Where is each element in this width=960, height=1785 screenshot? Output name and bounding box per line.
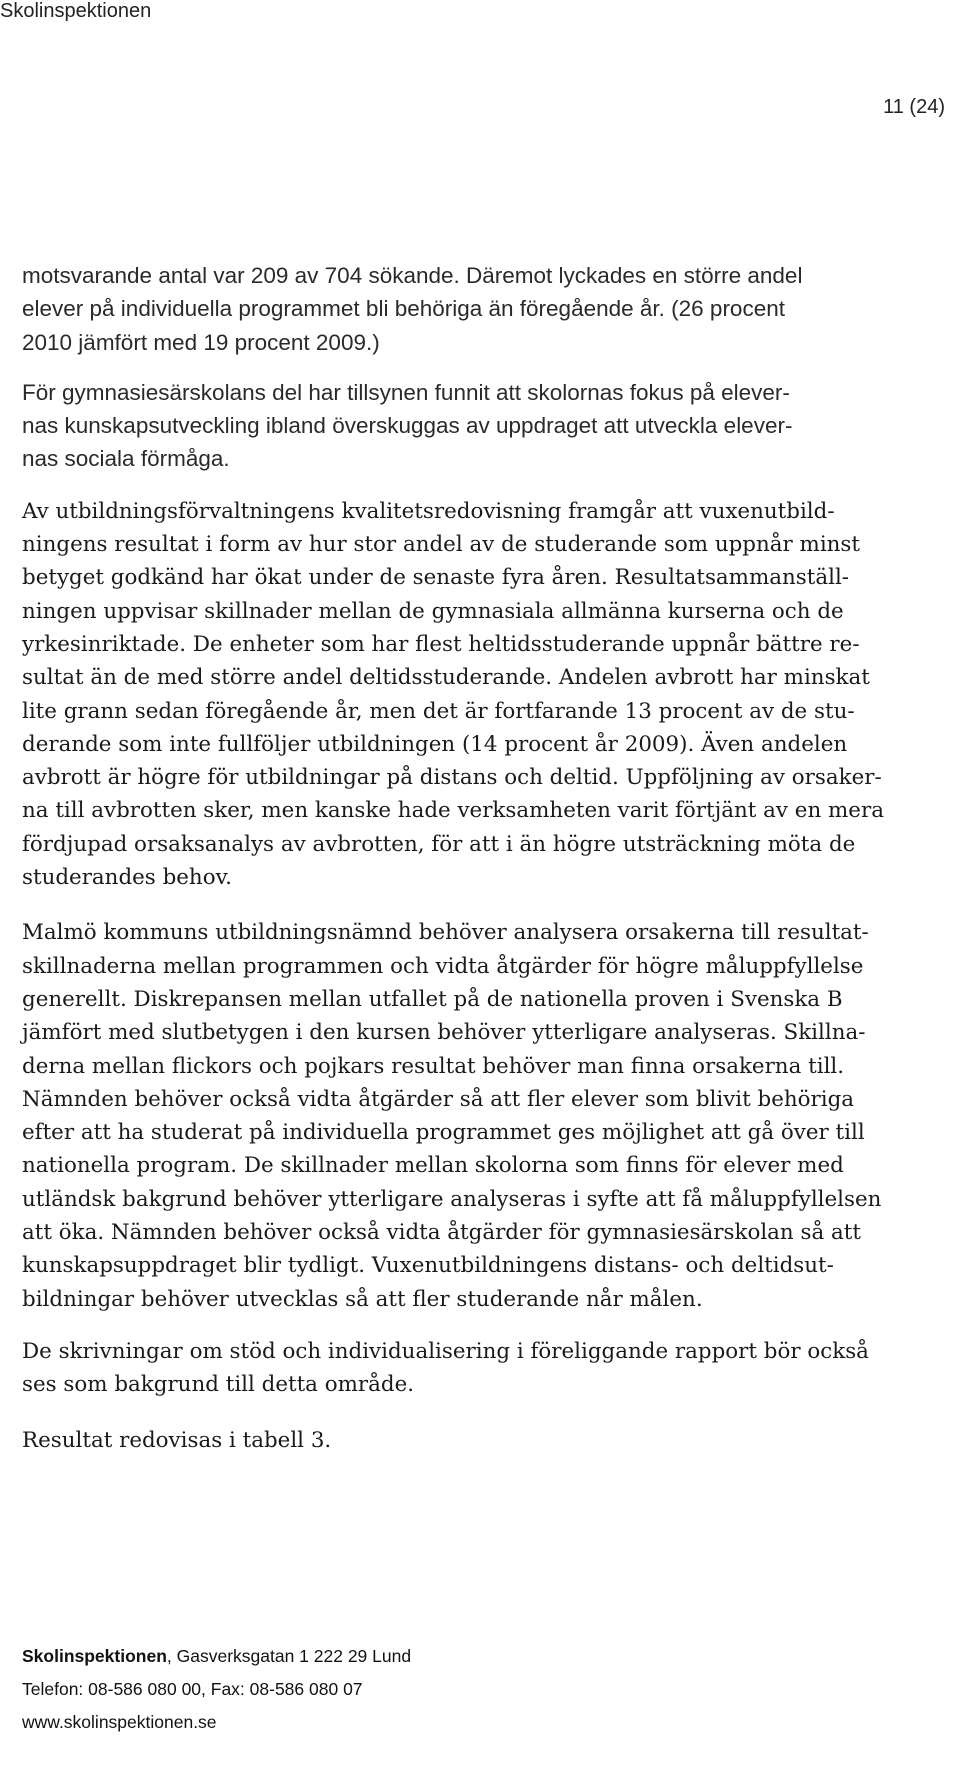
text-line: bildningar behöver utvecklas så att fler studerande når målen. [22,1286,703,1312]
text-line: skillnaderna mellan programmen och vidta åtgärder för högre måluppfyllelse [22,953,864,979]
text-line: fördjupad orsaksanalys av avbrotten, för att i än högre utsträckning möta de [22,831,856,857]
text-line: motsvarande antal var 209 av 704 sökande. Däremot lyckades en större andel [22,263,803,288]
text-line: Av utbildningsförvaltningens kvalitetsredovisning framgår att vuxenutbild- [22,498,835,524]
text-line: att öka. Nämnden behöver också vidta åtgärder för gymnasiesärskolan så att [22,1220,861,1246]
paragraph-1 [22,259,950,359]
footer-address-line [22,1646,411,1666]
text-line: utländsk bakgrund behöver ytterligare analyseras i syfte att få måluppfyllelsen [22,1186,882,1212]
text-line: sultat än de med större andel deltidsstuderande. Andelen avbrott har minskat [22,665,870,691]
text-line: studerandes behov. [22,865,232,891]
text-line: Resultat redovisas i tabell 3. [22,1427,332,1453]
text-line: derna mellan flickors och pojkars resultat behöver man finna orsakerna till. [22,1053,845,1079]
text-line: nas kunskapsutveckling ibland överskuggas av uppdraget att utveckla elever- [22,413,793,439]
footer [22,1646,411,1732]
footer-org-name: Skolinspektionen [22,1646,167,1666]
text-line: betyget godkänd har ökat under de senaste fyra åren. Resultatsammanställ- [22,565,850,591]
paragraph-6 [22,1424,950,1457]
text-line: na till avbrotten sker, men kanske hade verksamheten varit förtjänt av en mera [22,798,884,824]
header-organization: Skolinspektionen [0,0,152,22]
paragraph-5 [22,1335,950,1402]
text-line: kunskapsuppdraget blir tydligt. Vuxenutbildningens distans- och deltidsut- [22,1253,834,1279]
text-line: De skrivningar om stöd och individualisering i föreliggande rapport bör också [22,1338,869,1364]
paragraph-2 [22,376,950,476]
text-line: 2010 jämfört med 19 procent 2009.) [22,329,380,355]
text-line: efter att ha studerat på individuella programmet ges möjlighet att gå över till [22,1120,865,1146]
text-line: lite grann sedan föregående år, men det är fortfarande 13 procent av de stu- [22,698,855,724]
text-line: elever på individuella programmet bli behöriga än föregående år. (26 procent [22,296,785,322]
text-line: nationella program. De skillnader mellan skolorna som finns för elever med [22,1153,844,1179]
paragraph-4 [22,916,950,1316]
text-line: avbrott är högre för utbildningar på distans och deltid. Uppföljning av orsaker- [22,765,882,791]
page-number: 11 (24) [883,96,945,118]
text-line: jämfört med slutbetygen i den kursen behöver ytterligare analyseras. Skillna- [22,1020,866,1046]
text-line: ningens resultat i form av hur stor andel av de studerande som uppnår minst [22,532,861,558]
text-line: För gymnasiesärskolans del har tillsynen funnit att skolornas fokus på elever- [22,379,790,405]
text-line: yrkesinriktade. De enheter som har flest heltidsstuderande uppnår bättre re- [22,631,860,657]
document-body [22,259,950,1457]
text-line: generellt. Diskrepansen mellan utfallet på de nationella proven i Svenska B [22,986,843,1012]
text-line: Malmö kommuns utbildningsnämnd behöver analysera orsakerna till resultat- [22,920,869,946]
footer-website: www.skolinspektionen.se [22,1712,217,1732]
paragraph-3 [22,495,950,895]
footer-address: , Gasverksgatan 1 222 29 Lund [166,1646,412,1666]
text-line: nas sociala förmåga. [22,446,230,472]
text-line: ses som bakgrund till detta område. [22,1372,415,1398]
text-line: ningen uppvisar skillnader mellan de gymnasiala allmänna kurserna och de [22,598,844,624]
text-line: Nämnden behöver också vidta åtgärder så att fler elever som blivit behöriga [22,1086,855,1112]
footer-contact: Telefon: 08-586 080 00, Fax: 08-586 080 07 [22,1679,363,1699]
text-line: derande som inte fullföljer utbildningen (14 procent år 2009). Även andelen [22,731,848,757]
